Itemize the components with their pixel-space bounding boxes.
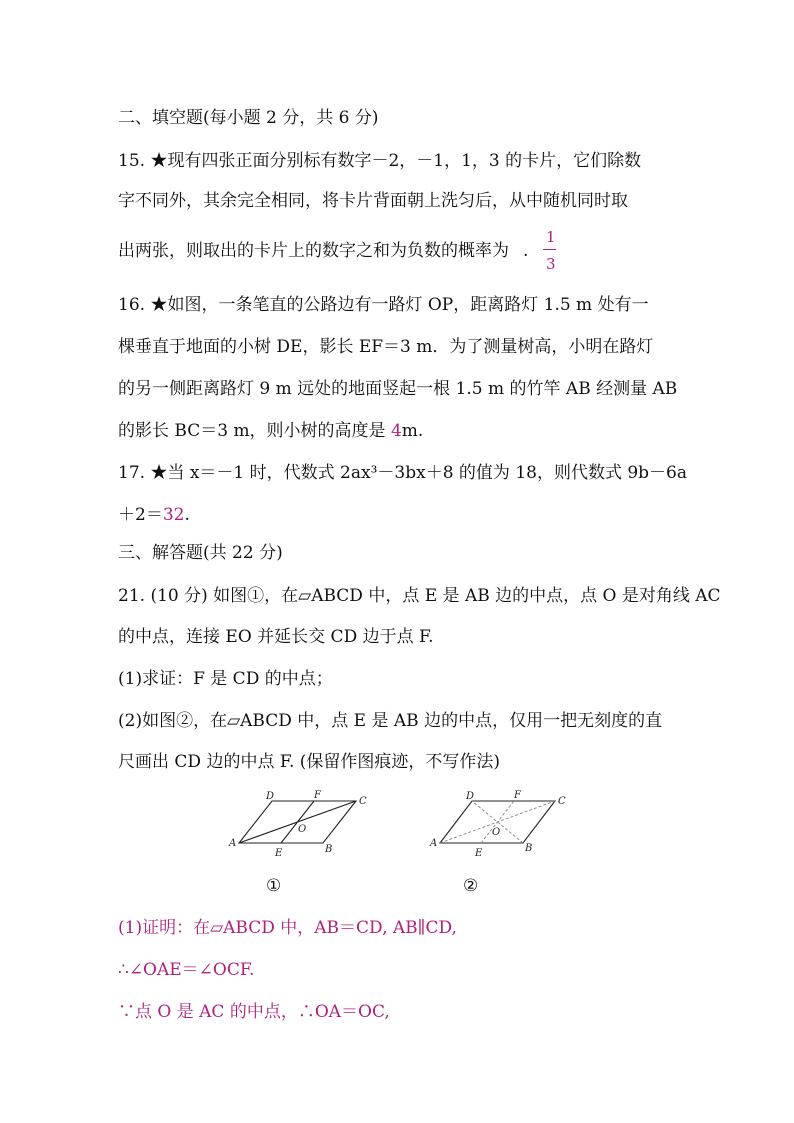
fig2-label-e: E [475,848,483,858]
q21-line1: 21. (10 分) 如图①，在▱ABCD 中，点 E 是 AB 边的中点，点 O 是对角线 AC [118,586,721,606]
q15-answer-numerator: 1 [546,228,556,246]
q16-line4 [118,423,423,440]
q15-line2: 字不同外，其余完全相同，将卡片背面朝上洗匀后，从中随机同时取 [118,191,628,211]
q15-line3 [118,243,528,260]
q16-line3: 的另一侧距离路灯 9 m 远处的地面竖起一根 1.5 m 的竹竿 AB 经测量 AB [118,379,678,399]
figure-1-parallelogram [225,788,375,858]
fig2-label-c: C [558,796,566,807]
fig1-label-d: D [266,791,275,802]
q17-line2-text: ＋2＝ [118,505,163,525]
solution-line1: (1)证明：在▱ABCD 中，AB＝CD, AB∥CD, [118,918,457,938]
q15-answer-denominator: 3 [546,255,556,273]
fig2-label-a: A [430,838,438,849]
q17-line2 [118,507,190,524]
figure-1-label: ① [266,876,282,896]
figure-2-parallelogram [428,788,578,858]
q17-answer: 32 [162,505,185,525]
fig1-label-a: A [229,838,237,849]
q21-part1: (1)求证：F 是 CD 的中点； [118,669,333,689]
solution-line2: ∴∠OAE＝∠OCF. [118,960,255,980]
section3-heading: 三、解答题(共 22 分) [118,543,283,563]
fig1-label-o: O [298,824,307,835]
figure-2-label: ② [463,876,479,896]
q17-line2-suffix: . [184,505,190,525]
q16-line2: 棵垂直于地面的小树 DE，影长 EF＝3 m．为了测量树高，小明在路灯 [118,337,654,357]
fig2-label-f: F [514,790,521,801]
q15-line3-suffix: . [523,241,529,261]
q16-answer: 4 [390,421,402,441]
q21-part2-line1: (2)如图②，在▱ABCD 中，点 E 是 AB 边的中点，仅用一把无刻度的直 [118,711,663,731]
fig1-label-b: B [325,844,333,855]
q21-line2: 的中点，连接 EO 并延长交 CD 边于点 F. [118,627,434,647]
q16-line4-suffix: m. [401,421,424,441]
fig1-label-c: C [359,796,367,807]
section2-heading: 二、填空题(每小题 2 分，共 6 分) [118,108,379,128]
q17-line1: 17. ★当 x＝－1 时，代数式 2ax³－3bx＋8 的值为 18，则代数式 9b－6a [118,463,688,483]
q15-line1: 15. ★现有四张正面分别标有数字－2，－1，1，3 的卡片，它们除数 [118,151,642,171]
q21-part2-line2: 尺画出 CD 边的中点 F. (保留作图痕迹，不写作法) [118,752,501,772]
fig2-label-b: B [525,843,533,854]
fig1-label-e: E [275,848,283,858]
q15-line3-text: 出两张，则取出的卡片上的数字之和为负数的概率为 [118,241,509,261]
q15-answer-fraction-bar [543,249,556,250]
q16-line4-text: 的影长 BC＝3 m，则小树的高度是 [118,421,391,441]
fig2-label-d: D [466,791,475,802]
solution-line3: ∵点 O 是 AC 的中点，∴OA＝OC, [118,1002,390,1022]
q16-line1: 16. ★如图，一条笔直的公路边有一路灯 OP，距离路灯 1.5 m 处有一 [118,295,649,315]
fig2-label-o: O [492,827,501,838]
fig1-label-f: F [314,790,321,801]
fig1-segment-ef [281,801,314,843]
